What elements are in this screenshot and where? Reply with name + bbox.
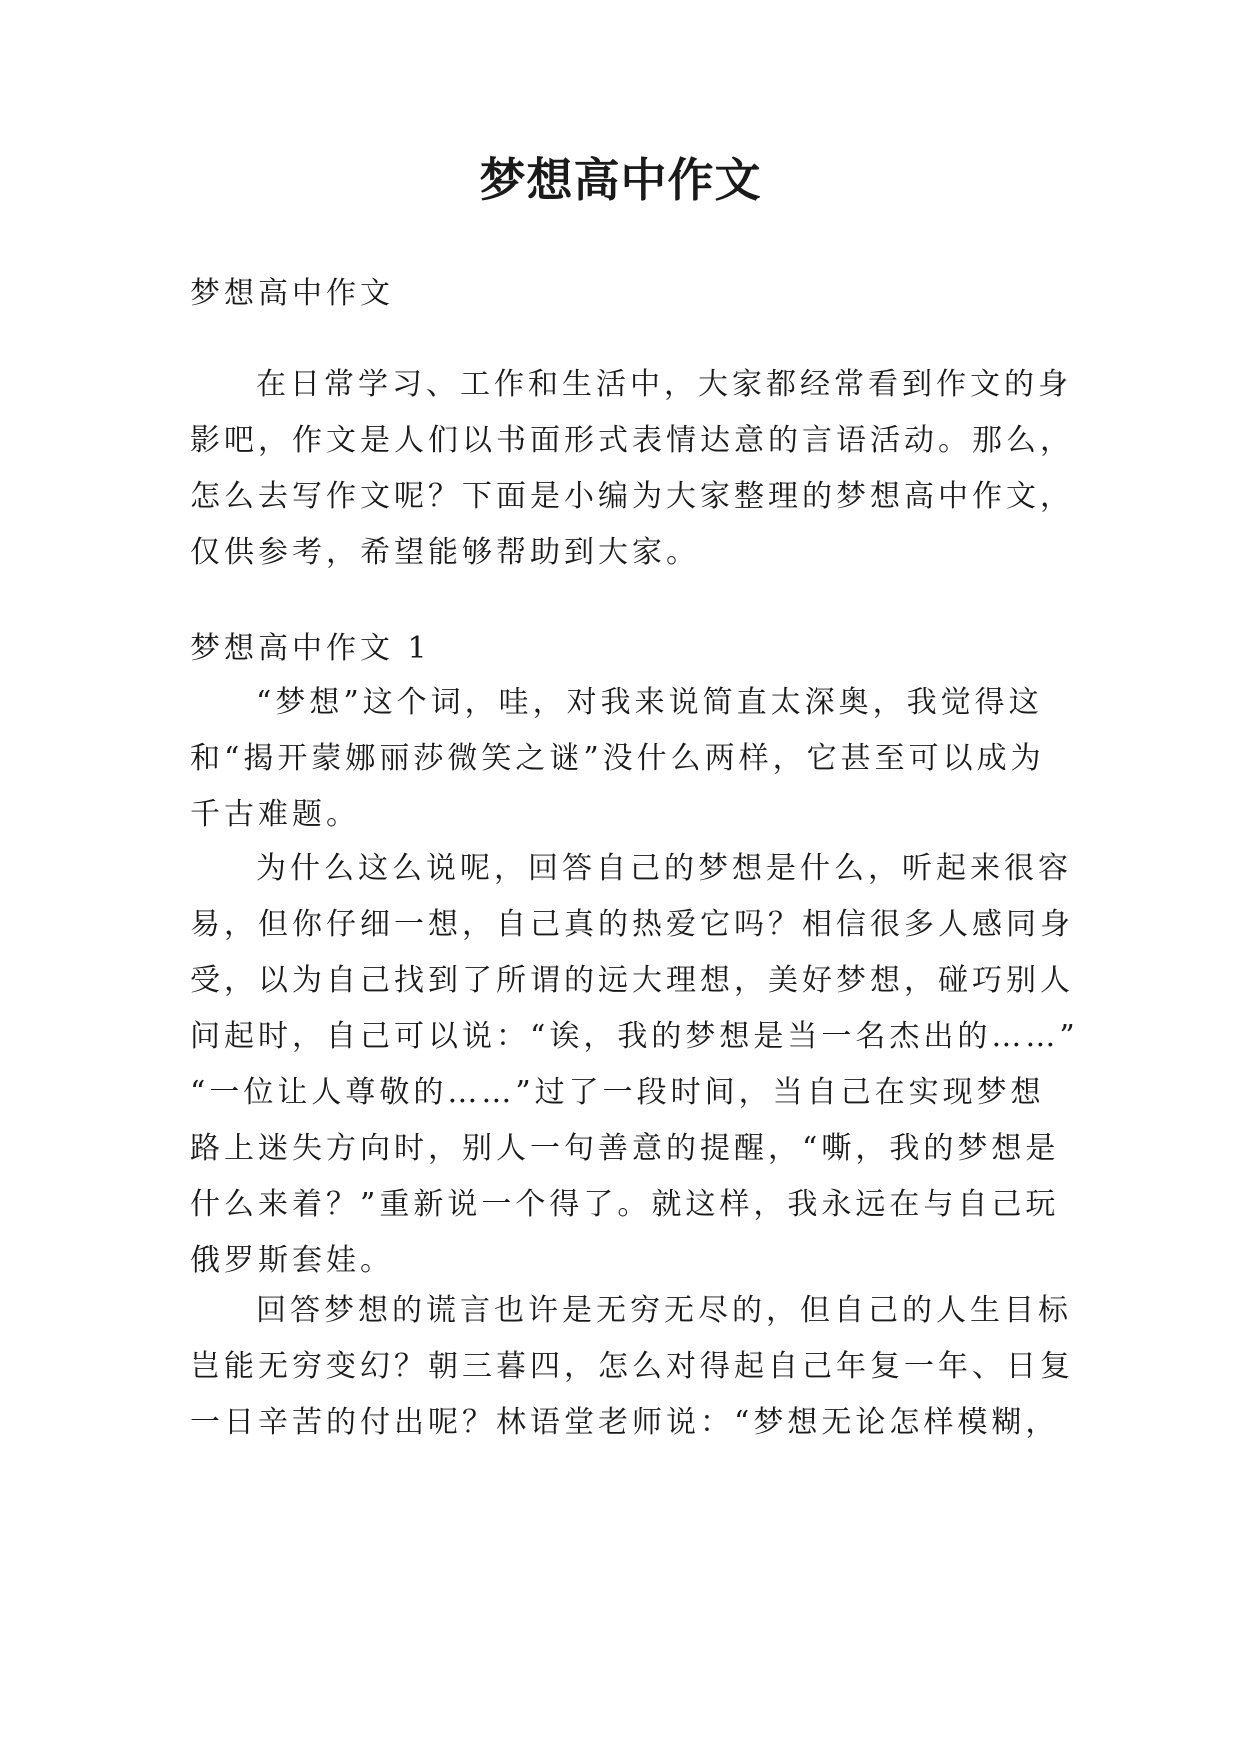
paragraph-line: 什么来着？”重新说一个得了。就这样，我永远在与自己玩 [190, 1187, 1060, 1222]
subtitle-line: 梦想高中作文 [190, 276, 394, 311]
paragraph-1 [190, 675, 1070, 843]
paragraph-line: 一日辛苦的付出呢？林语堂老师说：“梦想无论怎样模糊， [190, 1405, 1060, 1440]
document-subtitle [190, 266, 1070, 322]
paragraph-line: 易，但你仔细一想，自己真的热爱它吗？相信很多人感同身 [190, 907, 1074, 942]
paragraph-2 [190, 841, 1079, 1289]
paragraph-line: 为什么这么说呢，回答自己的梦想是什么，听起来很容 [256, 851, 1072, 886]
intro-line: 仅供参考，希望能够帮助到大家。 [190, 535, 700, 570]
section-heading [190, 621, 1070, 677]
paragraph-line: 受，以为自己找到了所谓的远大理想，美好梦想，碰巧别人 [190, 963, 1074, 998]
paragraph-3 [190, 1283, 1074, 1451]
paragraph-line: 俄罗斯套娃。 [190, 1243, 394, 1278]
intro-paragraph [190, 357, 1074, 581]
paragraph-line: 和“揭开蒙娜丽莎微笑之谜”没什么两样，它甚至可以成为 [190, 741, 1045, 776]
intro-line: 在日常学习、工作和生活中，大家都经常看到作文的身 [256, 367, 1072, 402]
paragraph-line: 岂能无穷变幻？朝三暮四，怎么对得起自己年复一年、日复 [190, 1349, 1074, 1384]
paragraph-line: 路上迷失方向时，别人一句善意的提醒，“嘶，我的梦想是 [190, 1131, 1060, 1166]
section-heading-line: 梦想高中作文 1 [190, 631, 431, 666]
document-title: 梦想高中作文 [479, 153, 762, 207]
paragraph-line: 回答梦想的谎言也许是无穷无尽的，但自己的人生目标 [256, 1293, 1072, 1328]
paragraph-line: “梦想”这个词，哇，对我来说简直太深奥，我觉得这 [256, 685, 1043, 720]
intro-line: 怎么去写作文呢？下面是小编为大家整理的梦想高中作文， [190, 479, 1074, 514]
intro-line: 影吧，作文是人们以书面形式表情达意的言语活动。那么， [190, 423, 1074, 458]
paragraph-line: “一位让人尊敬的……”过了一段时间，当自己在实现梦想 [190, 1075, 1045, 1110]
paragraph-line: 问起时，自己可以说：“诶，我的梦想是当一名杰出的……” [190, 1019, 1079, 1054]
paragraph-line: 千古难题。 [190, 797, 360, 832]
